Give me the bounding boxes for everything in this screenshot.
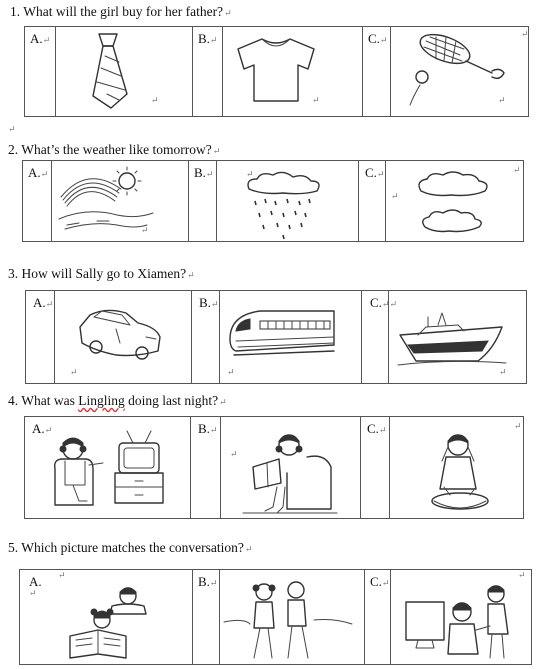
paragraph-mark: ↵ xyxy=(151,95,159,105)
option-c-label: C.↵ xyxy=(367,421,387,436)
tie-icon xyxy=(85,32,135,112)
paragraph-mark: ↵ xyxy=(513,165,521,175)
car-icon xyxy=(76,307,166,365)
paragraph-mark: ↵ xyxy=(514,421,522,431)
paragraph-mark: ↵ xyxy=(498,95,506,105)
question-5-text: 5. Which picture matches the conversation?↵ xyxy=(8,540,253,555)
rain-cloud-icon xyxy=(243,171,333,243)
option-a-label: A.↵ xyxy=(28,165,49,180)
reading-newspaper-icon xyxy=(68,584,168,664)
computer-people-icon xyxy=(404,582,514,664)
option-b-label: B.↵ xyxy=(198,31,218,46)
paragraph-mark: ↵ xyxy=(521,29,529,39)
option-b-label: B.↵ xyxy=(199,295,219,310)
train-icon xyxy=(226,301,338,363)
paragraph-mark: ↵ xyxy=(8,124,16,134)
tshirt-icon xyxy=(232,35,320,105)
option-c-label: C.↵ xyxy=(370,574,390,589)
girl-watching-tv-icon xyxy=(49,429,169,515)
option-a-label: A. xyxy=(29,574,42,589)
question-5-options xyxy=(19,569,532,665)
two-people-walking-icon xyxy=(224,578,354,664)
paragraph-mark: ↵ xyxy=(312,95,320,105)
question-3-text: 3. How will Sally go to Xiamen?↵ xyxy=(8,266,195,281)
girl-reading-icon xyxy=(237,427,347,517)
paragraph-mark: ↵ xyxy=(58,570,66,580)
option-c-label: C.↵↵ xyxy=(370,295,398,310)
paragraph-mark: ↵ xyxy=(29,588,37,598)
ship-icon xyxy=(398,309,508,369)
girl-washing-icon xyxy=(420,425,510,515)
question-4-options xyxy=(24,416,524,519)
paragraph-mark: ↵ xyxy=(499,367,507,377)
tennis-racket-icon xyxy=(400,33,510,113)
paragraph-mark: ↵ xyxy=(227,367,235,377)
paragraph-mark: ↵ xyxy=(70,367,78,377)
question-1-text: 1. What will the girl buy for her father?↵ xyxy=(10,4,232,19)
question-1-options xyxy=(24,26,529,117)
question-2-options xyxy=(22,160,524,242)
paragraph-mark: ↵ xyxy=(246,169,254,179)
option-c-label: C.↵ xyxy=(365,165,385,180)
question-2-text: 2. What’s the weather like tomorrow?↵ xyxy=(8,142,221,157)
paragraph-mark: ↵ xyxy=(518,570,526,580)
paragraph-mark: ↵ xyxy=(230,449,238,459)
option-a-label: A.↵ xyxy=(32,421,53,436)
paragraph-mark: ↵ xyxy=(391,191,399,201)
option-b-label: B.↵ xyxy=(198,421,218,436)
option-a-label: A.↵ xyxy=(33,295,54,310)
option-c-label: C.↵ xyxy=(368,31,388,46)
option-b-label: B.↵ xyxy=(198,574,218,589)
clouds-icon xyxy=(415,169,505,239)
question-3-options xyxy=(25,290,527,384)
question-4-text: 4. What was Lingling doing last night?↵ xyxy=(8,393,227,408)
option-b-label: B.↵ xyxy=(194,165,214,180)
rainbow-sun-icon xyxy=(57,167,157,239)
option-a-label: A.↵ xyxy=(30,31,51,46)
paragraph-mark: ↵ xyxy=(141,225,149,235)
